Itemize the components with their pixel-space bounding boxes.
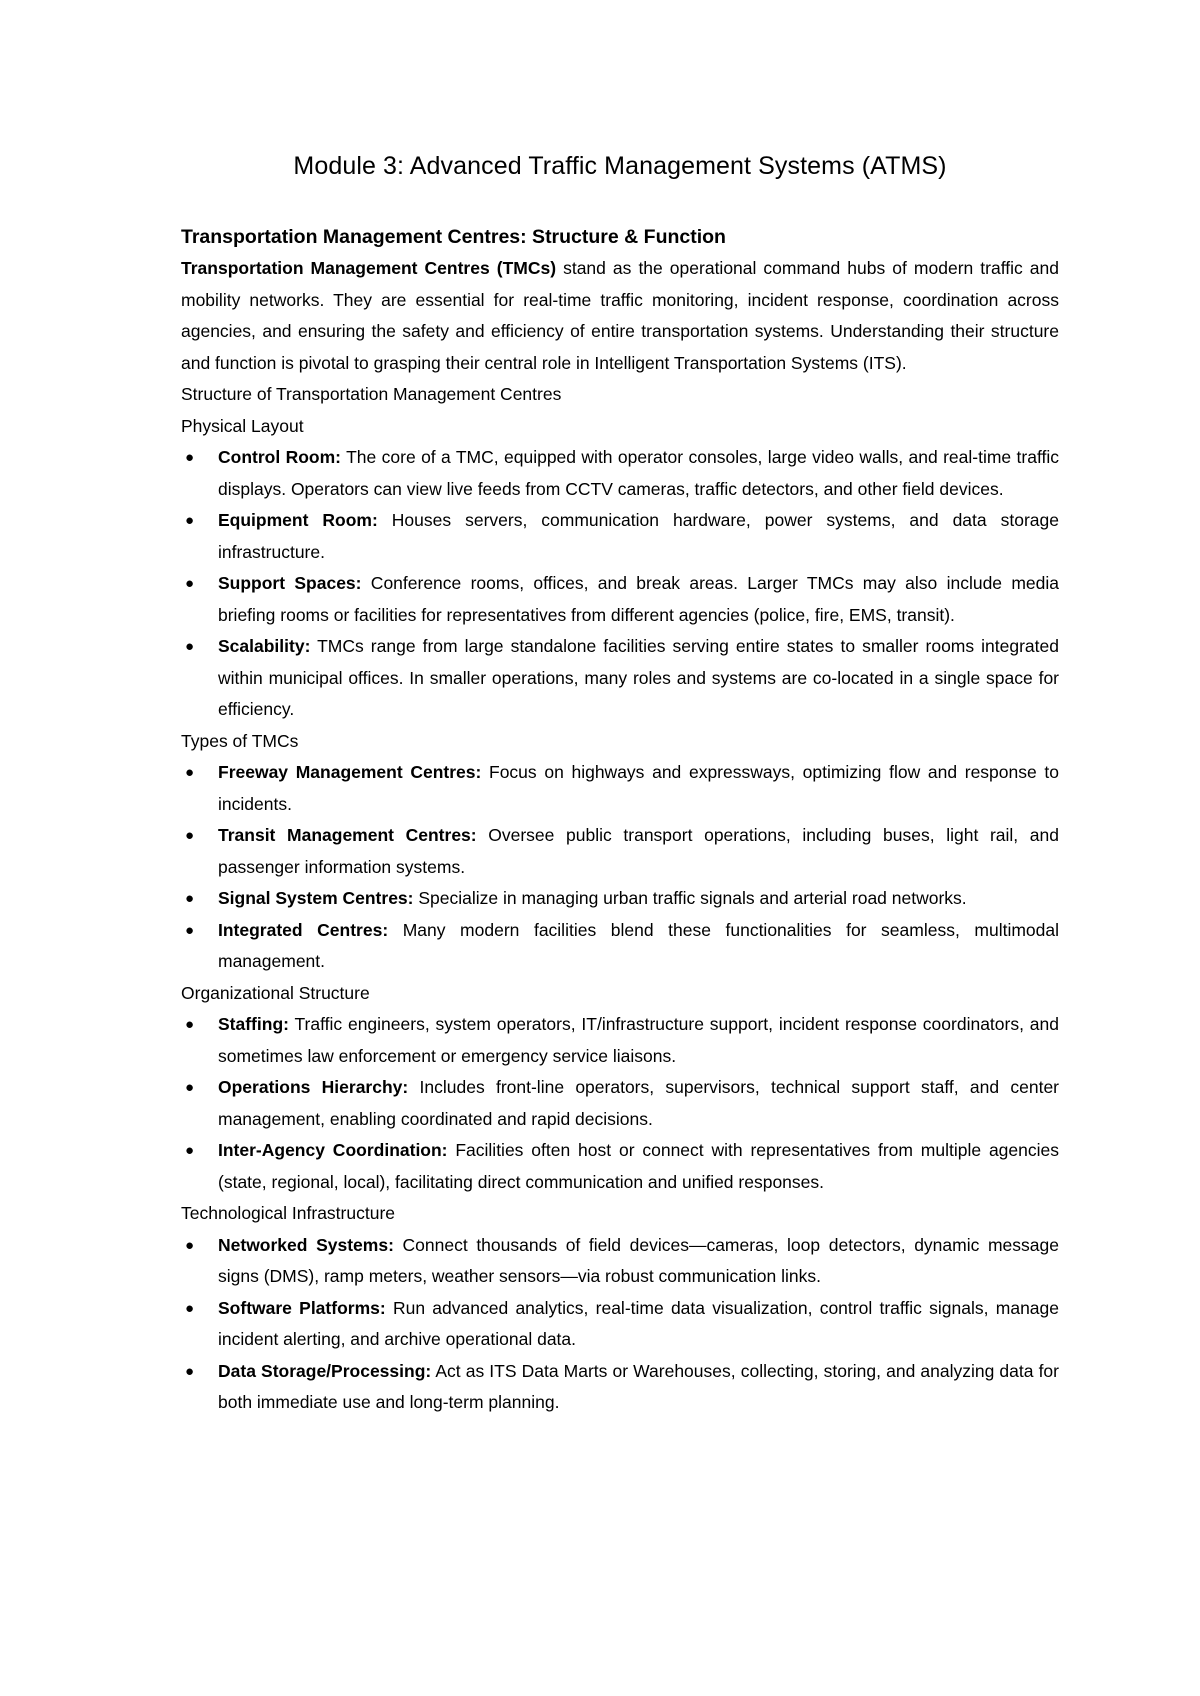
item-text: Conference rooms, offices, and break areas. Larger TMCs may also include media briefing rooms or facilities for representatives from different agencies (police, fire, EMS, transit). [218, 573, 1059, 625]
item-text: Oversee public transport operations, including buses, light rail, and passenger information systems. [218, 825, 1060, 877]
list-item [181, 631, 1059, 726]
list-item [181, 505, 1059, 568]
bullet-icon: ● [185, 638, 195, 655]
list-item [181, 757, 1059, 820]
subsection-heading: Types of TMCs [181, 730, 299, 751]
item-text: Facilities often host or connect with representatives from multiple agencies (state, regional, local), facilitating direct communication and unified responses. [218, 1140, 1059, 1192]
item-label: Control Room: [218, 447, 342, 467]
document-body [181, 150, 1059, 1419]
list-item [181, 568, 1059, 631]
item-label: Equipment Room: [218, 510, 378, 530]
bullet-icon: ● [185, 1362, 195, 1380]
item-text: Act as ITS Data Marts or Warehouses, collecting, storing, and analyzing data for both immediate use and long-term planning. [218, 1360, 1059, 1412]
list-item [181, 883, 1059, 915]
bullet-icon: ● [185, 449, 195, 466]
list-item [181, 915, 1059, 978]
list-item [181, 1072, 1059, 1135]
item-text: Houses servers, communication hardware, power systems, and data storage infrastructure. [218, 510, 1059, 562]
item-label: Freeway Management Centres: [218, 762, 482, 782]
item-label: Transit Management Centres: [218, 825, 477, 845]
bullet-icon: ● [185, 575, 195, 592]
bullet-icon: ● [185, 1299, 195, 1317]
item-label: Software Platforms: [218, 1297, 386, 1318]
subsection-heading: Physical Layout [181, 415, 304, 436]
list-item [181, 1356, 1059, 1419]
bullet-icon: ● [185, 1236, 195, 1254]
item-text: Specialize in managing urban traffic signals and arterial road networks. [413, 888, 967, 908]
bullet-icon: ● [185, 512, 195, 529]
bullet-list [181, 1230, 1059, 1419]
item-label: Networked Systems: [218, 1234, 394, 1255]
item-text: Run advanced analytics, real-time data visualization, control traffic signals, manage incident alerting, and archive operational data. [218, 1297, 1059, 1349]
intro-paragraph [181, 253, 1059, 379]
list-item [181, 1293, 1059, 1356]
item-label: Integrated Centres: [218, 919, 389, 940]
bullet-icon: ● [185, 1016, 195, 1033]
bullet-icon: ● [185, 1079, 195, 1096]
bullet-icon: ● [185, 1142, 195, 1159]
section-heading: Transportation Management Centres: Structure & Function [181, 226, 726, 248]
subsection-heading: Organizational Structure [181, 982, 370, 1003]
item-text: Connect thousands of field devices—cameras, loop detectors, dynamic message signs (DMS), ramp meters, weather sensors—via robust communication links. [218, 1234, 1059, 1286]
item-text: Traffic engineers, system operators, IT/infrastructure support, incident response coordinators, and sometimes law enforcement or emergency service liaisons. [218, 1014, 1059, 1066]
item-label: Scalability: [218, 636, 311, 656]
item-label: Signal System Centres: [218, 888, 414, 908]
structure-heading: Structure of Transportation Management Centres [181, 384, 562, 404]
item-text: TMCs range from large standalone facilities serving entire states to smaller rooms integrated within municipal offices. In smaller operations, many roles and systems are co-located in a single space for efficiency. [218, 636, 1059, 719]
document-title: Module 3: Advanced Traffic Management Systems (ATMS) [293, 152, 947, 180]
bullet-list [181, 757, 1059, 978]
list-item [181, 1009, 1059, 1072]
bullet-list [181, 1009, 1059, 1198]
groups-container [181, 411, 1059, 1419]
bullet-icon: ● [185, 827, 195, 844]
item-text: Includes front-line operators, supervisors, technical support staff, and center management, enabling coordinated and rapid decisions. [218, 1077, 1060, 1129]
item-label: Staffing: [218, 1014, 289, 1034]
bullet-list [181, 442, 1059, 726]
item-label: Inter-Agency Coordination: [218, 1140, 448, 1160]
list-item [181, 820, 1059, 883]
item-label: Support Spaces: [218, 573, 362, 593]
subsection-heading: Technological Infrastructure [181, 1203, 395, 1223]
intro-text: stand as the operational command hubs of modern traffic and mobility networks. They are essential for real-time traffic monitoring, incident response, coordination across agencies, and ensuring the safety and efficiency of entire transportation systems. Understanding their structure and function is pivotal to grasping their central role in Intelligent Transportation Systems (ITS). [181, 258, 1059, 373]
intro-lead: Transportation Management Centres (TMCs) [181, 258, 557, 278]
item-text: Many modern facilities blend these functionalities for seamless, multimodal management. [218, 919, 1060, 971]
bullet-icon: ● [185, 764, 195, 781]
item-label: Data Storage/Processing: [218, 1360, 432, 1381]
item-text: Focus on highways and expressways, optimizing flow and response to incidents. [218, 762, 1059, 814]
bullet-icon: ● [185, 890, 195, 907]
list-item [181, 442, 1059, 505]
item-text: The core of a TMC, equipped with operator consoles, large video walls, and real-time traffic displays. Operators can view live feeds from CCTV cameras, traffic detectors, and other field devices. [218, 447, 1059, 499]
bullet-icon: ● [185, 921, 195, 939]
list-item [181, 1230, 1059, 1293]
item-label: Operations Hierarchy: [218, 1077, 409, 1097]
list-item [181, 1135, 1059, 1198]
